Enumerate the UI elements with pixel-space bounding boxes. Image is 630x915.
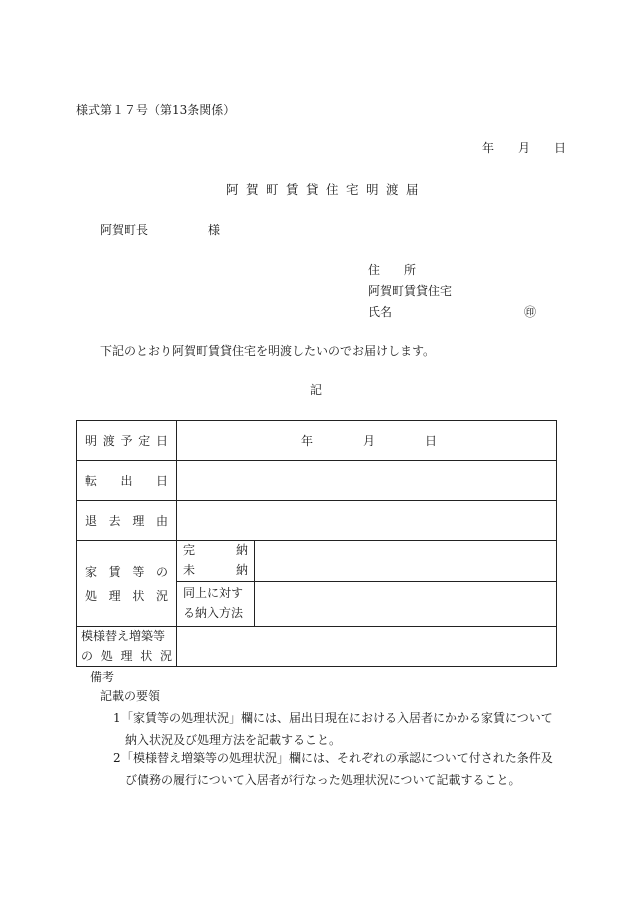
payment-method-line1: 同上に対す: [183, 586, 244, 601]
ki-heading: 記: [310, 383, 323, 397]
year-label: 年: [301, 434, 314, 448]
note-text: 「家賃等の処理状況」欄には、届出日現在における入居者にかかる家賃について納入状況及び処理方法を記載すること。: [121, 711, 553, 747]
unpaid-label: 未 納: [183, 563, 248, 577]
note-text: 「模様替え増築等の処理状況」欄には、それぞれの承認について付された条件及び債務の履行について入居者が行なった処理状況について記載すること。: [121, 751, 553, 787]
document-title: 阿賀町賃貸住宅明渡届: [226, 182, 427, 197]
table-row: [77, 501, 557, 541]
label-renovation-line1: 模様替え増築等: [81, 629, 166, 644]
label-move-reason: 退去理由: [77, 501, 177, 541]
moveout-date-field[interactable]: [177, 421, 557, 461]
label-rent-status: [77, 541, 177, 627]
paid-unpaid-label: [177, 541, 255, 582]
label-moveout-date: 明渡予定日: [77, 421, 177, 461]
day-label: 日: [425, 434, 438, 448]
payment-method-label: [177, 582, 255, 627]
label-renovation-line2: の処理状況: [81, 648, 172, 663]
table-row: [77, 627, 557, 667]
renovation-status-field[interactable]: [177, 627, 557, 667]
label-rent-status-line1: 家賃等の: [85, 564, 168, 579]
move-reason-field[interactable]: [177, 501, 557, 541]
residence-label: 阿賀町賃貸住宅: [368, 284, 453, 298]
label-renovation-status: [77, 627, 177, 667]
label-rent-status-line2: 処理状況: [85, 588, 168, 603]
table-row: [77, 541, 557, 582]
name-label: 氏名: [368, 305, 393, 319]
address-label: 住 所: [368, 263, 417, 277]
notes-heading: 備考: [90, 670, 115, 684]
addressee: 阿賀町長: [100, 223, 149, 237]
date-line: 年 月 日: [482, 141, 573, 155]
paid-label: 完 納: [183, 543, 248, 558]
payment-method-line2: る納入方法: [183, 606, 244, 620]
label-transfer-date: 転出日: [77, 461, 177, 501]
table-row: [77, 421, 557, 461]
addressee-suffix: 様: [208, 223, 221, 237]
seal-mark: ㊞: [524, 305, 537, 319]
note-number: 1: [113, 711, 121, 725]
table-row: [77, 461, 557, 501]
paid-unpaid-field[interactable]: [255, 541, 557, 582]
payment-method-field[interactable]: [255, 582, 557, 627]
notes-subheading: 記載の要領: [100, 689, 161, 703]
intro-text: 下記のとおり阿賀町賃貸住宅を明渡したいのでお届けします。: [100, 344, 436, 358]
moveout-form-table: [76, 420, 557, 667]
transfer-date-field[interactable]: [177, 461, 557, 501]
month-label: 月: [363, 434, 376, 448]
form-number: 様式第１７号（第13条関係）: [76, 103, 236, 117]
note-number: 2: [113, 751, 121, 765]
